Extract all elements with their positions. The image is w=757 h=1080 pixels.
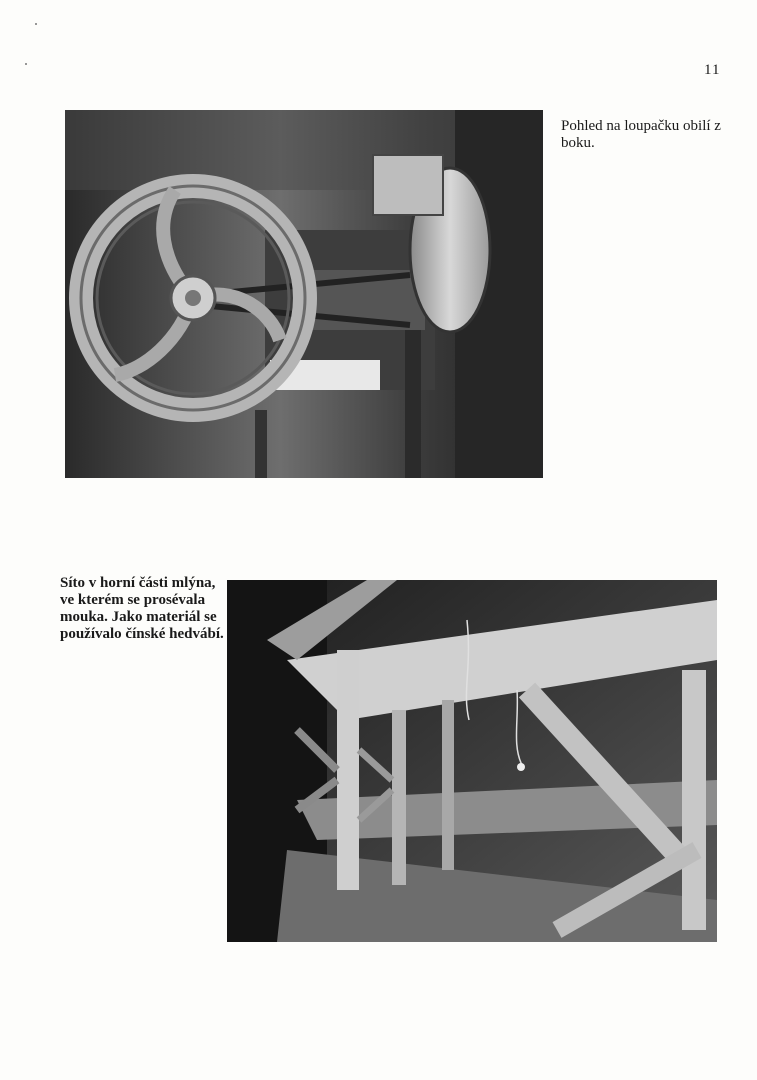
huller-photo [65, 110, 543, 478]
scan-speck [35, 23, 37, 25]
scan-speck [25, 63, 27, 65]
sieve-photo [227, 580, 717, 942]
page-number: 11 [704, 62, 721, 78]
huller-caption: Pohled na loupačku obilí z boku. [561, 118, 721, 151]
sieve-caption: Síto v horní části mlýna, ve kterém se prosévala mouka. Jako materiál se používalo čínské hedvábí. [60, 575, 224, 642]
